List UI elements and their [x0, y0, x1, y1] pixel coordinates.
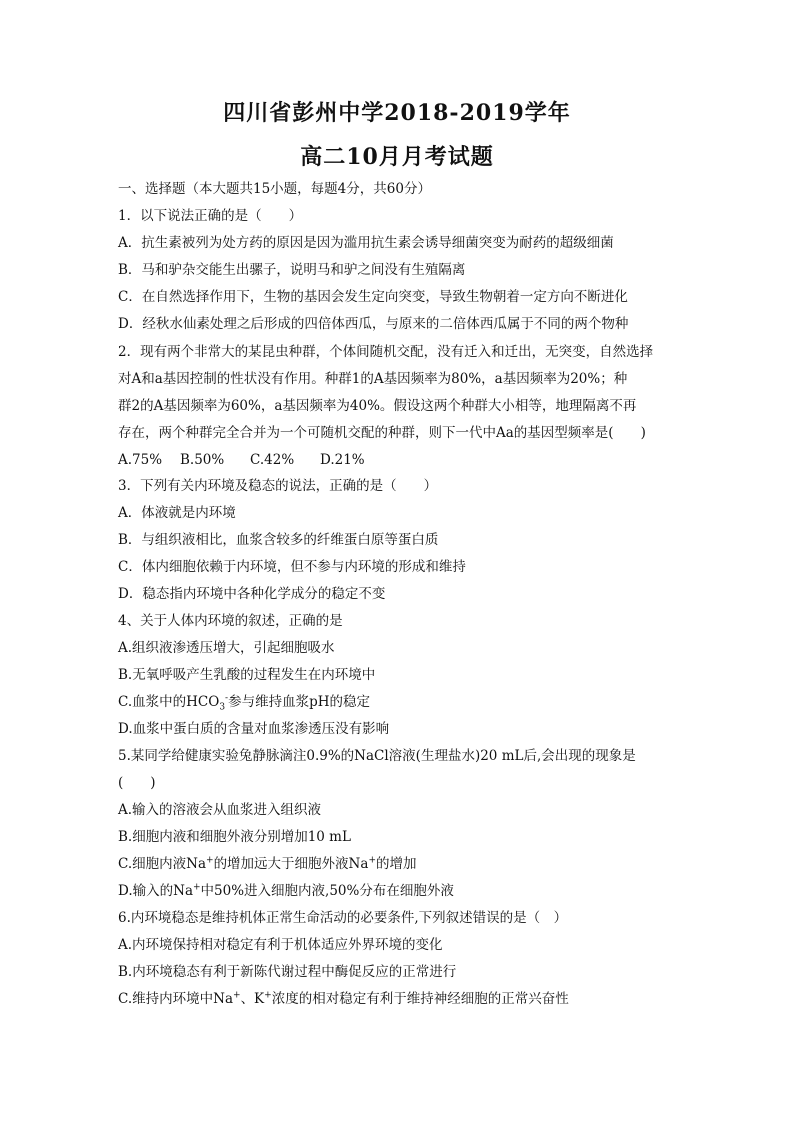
q5-option-d-text-post: 中50%进入细胞内液,50%分布在细胞外液 [200, 883, 454, 899]
q2-stem-line3: 群2的A基因频率为60%，a基因频率为40%。假设这两个种群大小相等，地理隔离不再 [118, 398, 637, 414]
q1-option-c: C．在自然选择作用下，生物的基因会发生定向突变，导致生物朝着一定方向不断进化 [118, 289, 628, 305]
q4-option-c-text-pre: C.血浆中的HCO [118, 694, 220, 710]
q4-option-c-subscript: 3 [219, 702, 226, 713]
q4-option-c-superscript: - [225, 693, 229, 704]
exam-title-line2: 高二10月月考试题 [300, 144, 494, 170]
q6-option-c-text-mid: 、K [240, 991, 265, 1007]
q2-stem-line2: 对A和a基因控制的性状没有作用。种群1的A基因频率为80%，a基因频率为20%；种 [118, 371, 628, 387]
q5-option-d [118, 881, 678, 901]
q6-option-b: B.内环境稳态有利于新陈代谢过程中酶促反应的正常进行 [118, 964, 457, 980]
q5-option-a: A.输入的溶液会从血浆进入组织液 [118, 802, 322, 818]
q5-option-c-superscript-1: + [206, 855, 214, 866]
q6-option-c-text-post: 浓度的相对稳定有利于维持神经细胞的正常兴奋性 [271, 991, 569, 1007]
section-heading: 一、选择题（本大题共15小题，每题4分，共60分） [118, 181, 431, 197]
q6-option-a: A.内环境保持相对稳定有利于机体适应外界环境的变化 [118, 937, 443, 953]
q6-option-c-text-pre: C.维持内环境中Na [118, 991, 234, 1007]
q4-option-c-text-post: 参与维持血浆pH的稳定 [228, 694, 371, 710]
q4-option-a: A.组织液渗透压增大，引起细胞吸水 [118, 640, 335, 656]
q3-option-a: A．体液就是内环境 [118, 505, 236, 521]
q5-option-c [118, 854, 678, 874]
q4-option-b: B.无氧呼吸产生乳酸的过程发生在内环境中 [118, 667, 376, 683]
q2-options [118, 450, 678, 470]
q5-option-c-text-pre: C.细胞内液Na [118, 856, 207, 872]
q5-option-c-text-mid: 的增加远大于细胞外液Na [213, 856, 369, 872]
q1-option-b: B．马和驴杂交能生出骡子，说明马和驴之间没有生殖隔离 [118, 262, 466, 278]
q4-stem: 4、关于人体内环境的叙述，正确的是 [118, 613, 343, 629]
q6-option-c-superscript-1: + [233, 990, 241, 1001]
q6-option-c-superscript-2: + [264, 990, 272, 1001]
q2-stem-line1: 2．现有两个非常大的某昆虫种群，个体间随机交配，没有迁入和迁出，无突变，自然选择 [118, 344, 654, 360]
exam-title-line1: 四川省彭州中学2018-2019学年 [223, 100, 571, 126]
q2-option-b: B.50% [180, 452, 225, 468]
q2-stem-line4: 存在，两个种群完全合并为一个可随机交配的种群，则下一代中Aa的基因型频率是( ) [118, 425, 646, 441]
q4-option-d: D.血浆中蛋白质的含量对血浆渗透压没有影响 [118, 721, 390, 737]
q3-option-b: B．与组织液相比，血浆含较多的纤维蛋白原等蛋白质 [118, 532, 439, 548]
q6-option-c [118, 989, 678, 1009]
q1-option-a: A．抗生素被列为处方药的原因是因为滥用抗生素会诱导细菌突变为耐药的超级细菌 [118, 235, 614, 251]
q2-option-c: C.42% [250, 452, 295, 468]
q1-option-d: D．经秋水仙素处理之后形成的四倍体西瓜，与原来的二倍体西瓜属于不同的两个物种 [118, 316, 629, 332]
q5-option-b: B.细胞内液和细胞外液分别增加10 mL [118, 829, 351, 845]
q6-stem: 6.内环境稳态是维持机体正常生命活动的必要条件,下列叙述错误的是（ ） [118, 910, 568, 926]
q5-stem-line2: ( ) [118, 775, 156, 791]
q1-stem: 1．以下说法正确的是（ ） [118, 208, 303, 224]
q5-option-c-superscript-2: + [368, 855, 376, 866]
q2-option-d: D.21% [320, 452, 365, 468]
q5-option-d-text-pre: D.输入的Na [118, 883, 193, 899]
q3-option-c: C．体内细胞依赖于内环境，但不参与内环境的形成和维持 [118, 559, 466, 575]
q5-option-d-superscript: + [193, 882, 201, 893]
q2-option-a: A.75% [118, 452, 163, 468]
q3-option-d: D．稳态指内环境中各种化学成分的稳定不变 [118, 586, 386, 602]
q5-stem-line1: 5.某同学给健康实验兔静脉滴注0.9%的NaCl溶液(生理盐水)20 mL后,会出现的现象是 [118, 748, 636, 764]
q4-option-c [118, 692, 678, 712]
q3-stem: 3．下列有关内环境及稳态的说法，正确的是（ ） [118, 478, 438, 494]
q5-option-c-text-post: 的增加 [375, 856, 417, 872]
